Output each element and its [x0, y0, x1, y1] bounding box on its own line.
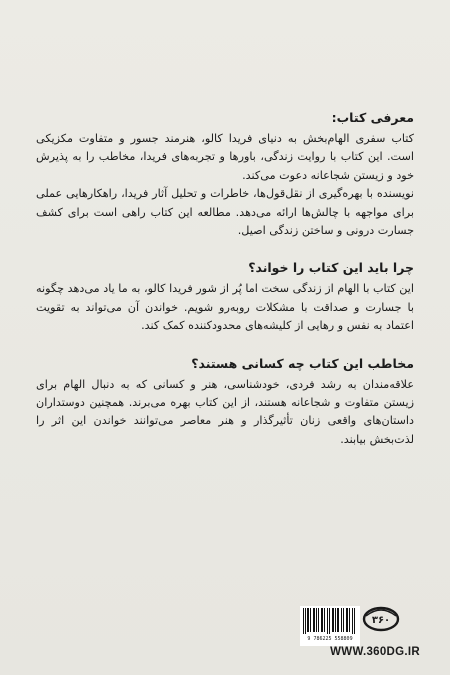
section-heading: چرا باید این کتاب را خواند؟: [248, 260, 414, 276]
barcode-number: 9 786225 558809: [307, 636, 353, 642]
barcode: [300, 606, 360, 646]
cover-text: [36, 108, 414, 467]
cover-footer: [300, 606, 420, 662]
logo-text: ۳۶۰: [371, 615, 391, 626]
section-intro: [36, 108, 414, 240]
paragraph: علاقه‌مندان به رشد فردی، خودشناسی، هنر و کسانی که به دنبال الهام برای زیستن متفاوت و شجاعانه هستند، از این کتاب بهره می‌برند. همچنین دوستداران داستان‌های واقعی زنان تأثیرگذار و هنر معاصر می‌توانند خواندن این اثر را لذت‌بخش بیابند.: [36, 377, 414, 446]
publisher-logo-icon: [362, 606, 400, 632]
paragraph: نویسنده با بهره‌گیری از نقل‌قول‌ها، خاطرات و تحلیل آثار فریدا، راهکارهایی عملی برای مواجهه با چالش‌ها ارائه می‌دهد. مطالعه این کتاب راهی است برای کشف جسارت درونی و ساختن زندگی اصیل.: [36, 187, 414, 238]
section-audience: [36, 354, 414, 450]
publisher-website: WWW.360DG.IR: [330, 646, 420, 658]
section-heading: مخاطب این کتاب چه کسانی هستند؟: [191, 355, 414, 371]
section-why-read: [36, 258, 414, 335]
paragraph: این کتاب با الهام از زندگی سخت اما پُر از شور فریدا کالو، به ما یاد می‌دهد چگونه با جسارت و صداقت با مشکلات روبه‌رو شویم. خواندن آن می‌تواند به تقویت اعتماد به نفس و رهایی از کلیشه‌های محدودکننده کمک کند.: [36, 282, 414, 333]
section-heading: معرفی کتاب:: [331, 110, 414, 125]
barcode-bars: [300, 606, 360, 636]
paragraph: کتاب سفری الهام‌بخش به دنیای فریدا کالو، هنرمند جسور و متفاوت مکزیکی است. این کتاب با روایت زندگی، باورها و تجربه‌های فریدا، مخاطب را به پذیرش خود و زیستن شجاعانه دعوت می‌کند.: [36, 132, 414, 182]
